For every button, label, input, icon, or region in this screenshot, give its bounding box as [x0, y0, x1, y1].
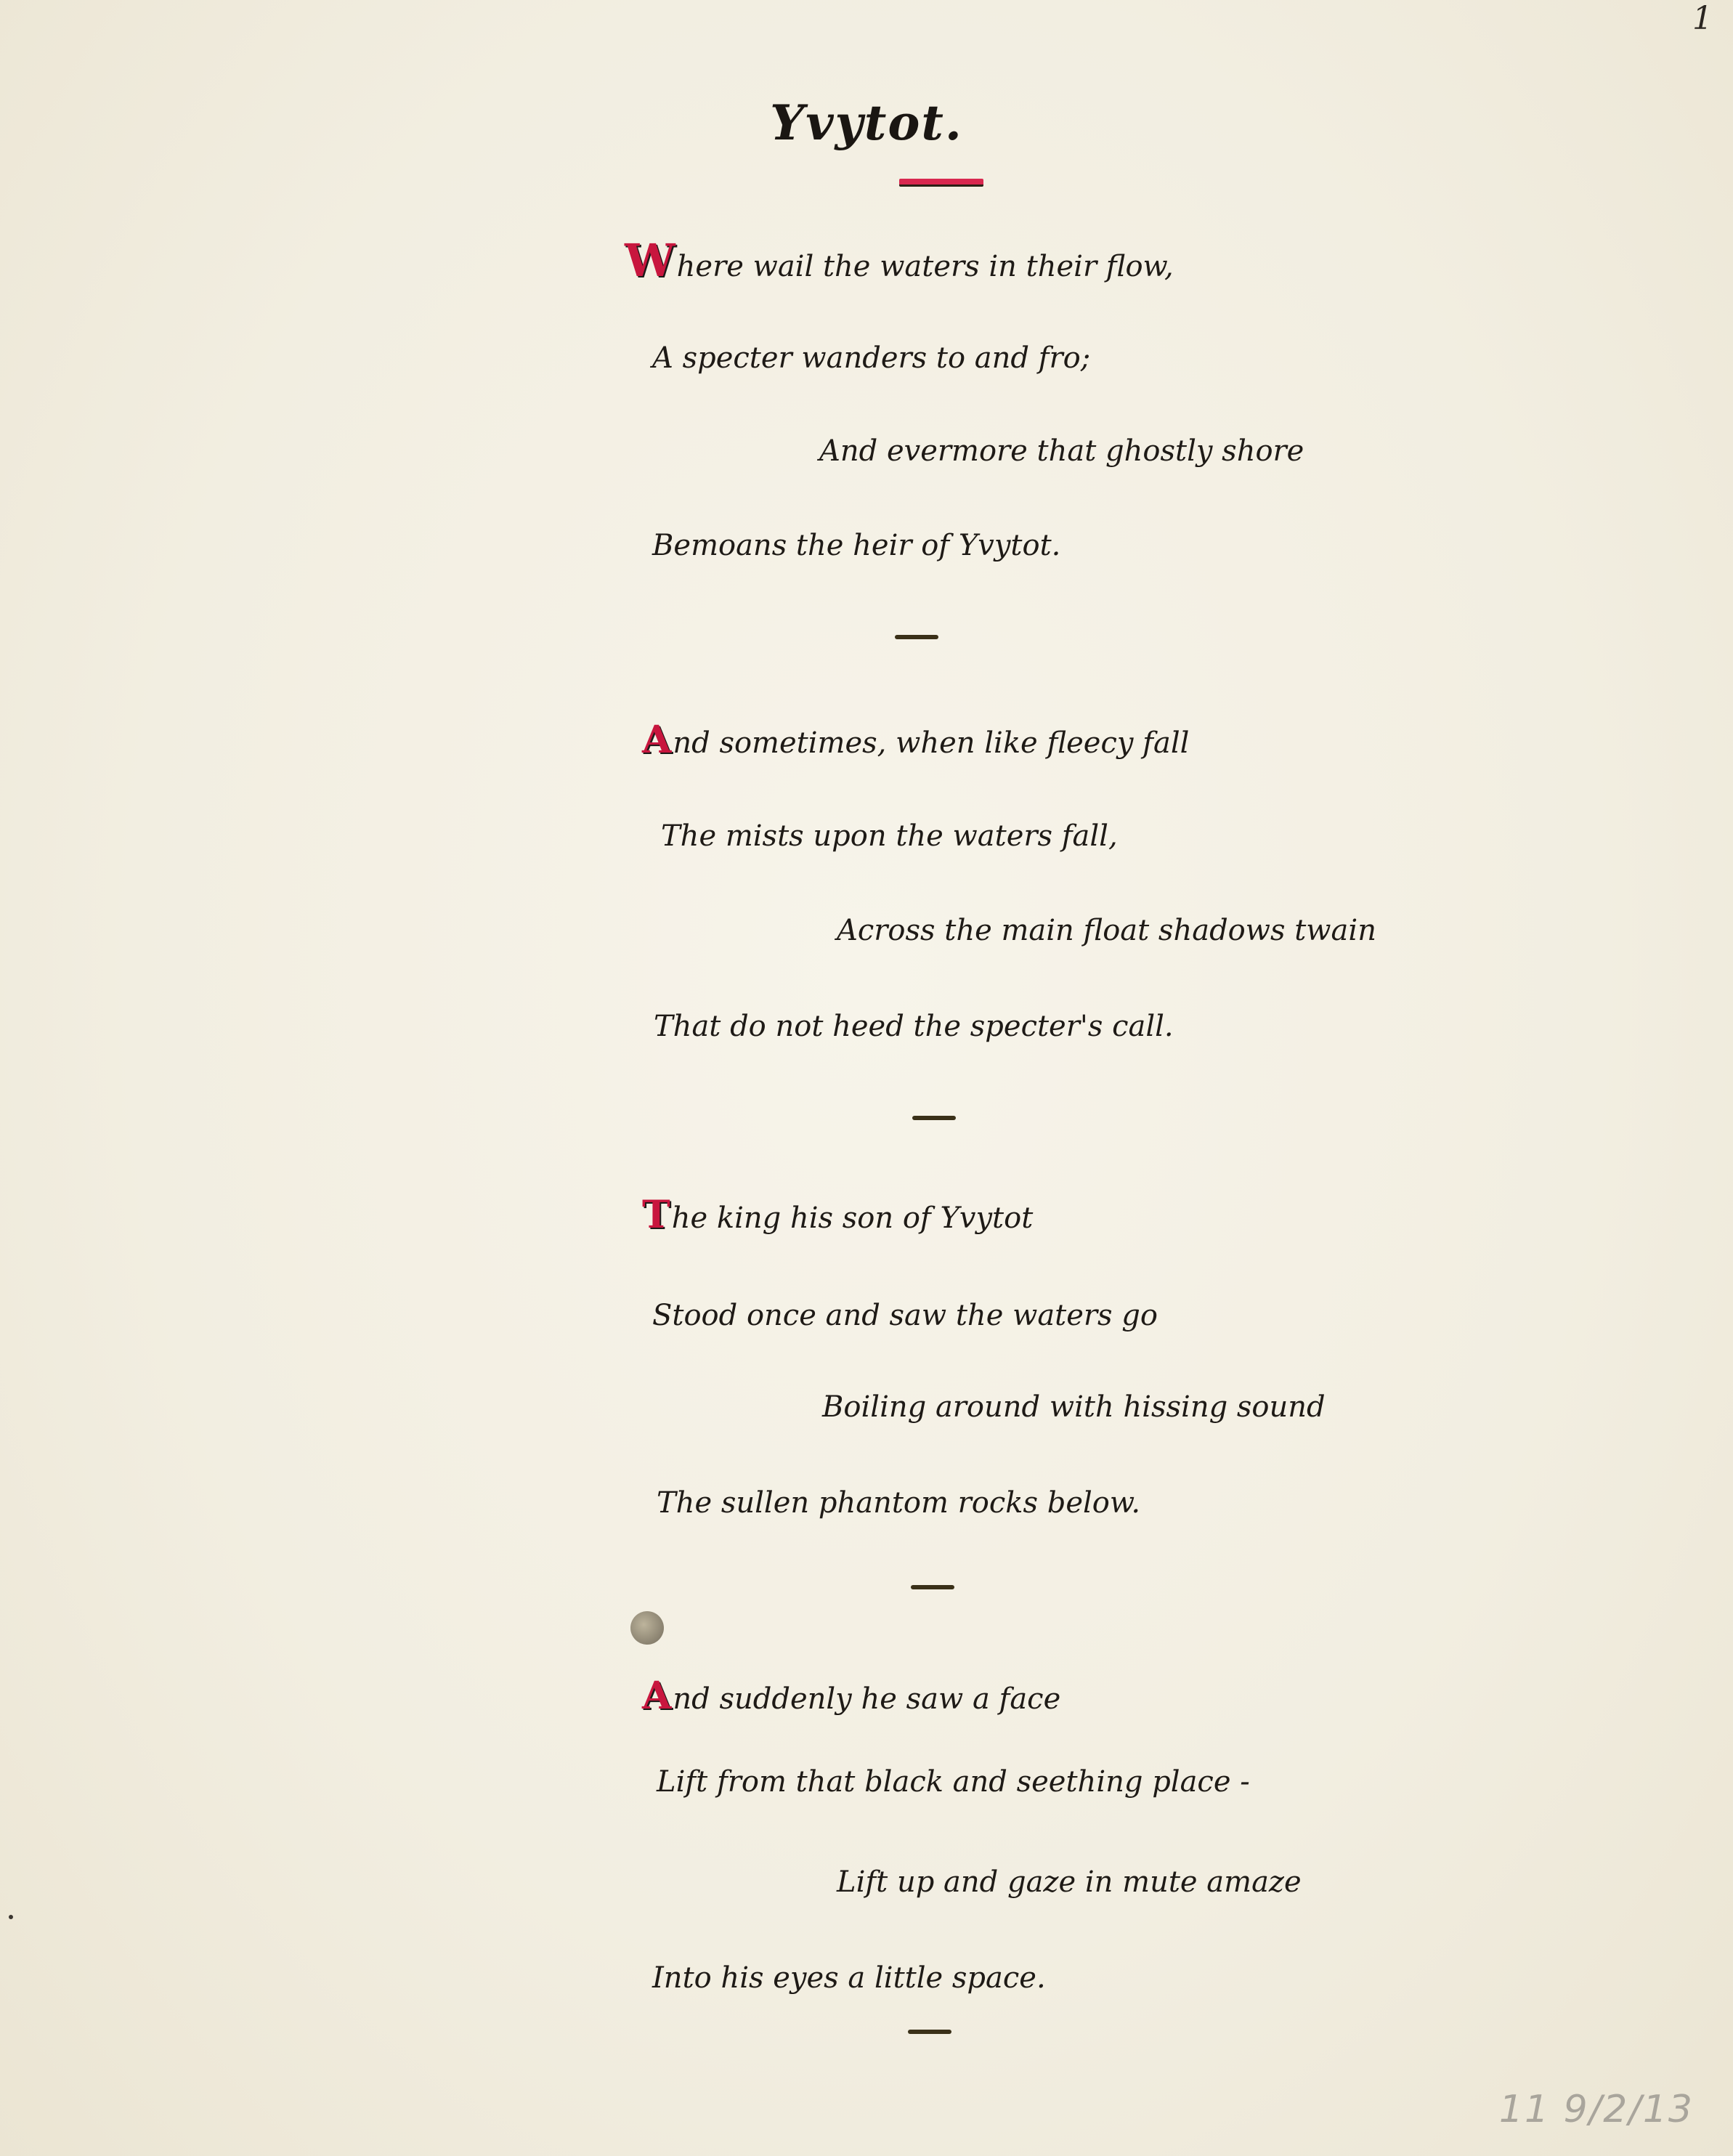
stanza-2-line-3: Across the main float shadows twain	[837, 914, 1376, 947]
stanza-4-line-1	[642, 1674, 1060, 1718]
drop-cap-a: A	[642, 718, 672, 762]
drop-cap-w: W	[625, 234, 675, 287]
stanza-4-line-3: Lift up and gaze in mute amaze	[837, 1865, 1302, 1899]
drop-cap-a: A	[642, 1674, 672, 1718]
stanza-2-line-1-text: nd sometimes, when like fleecy fall	[673, 726, 1190, 760]
stanza-divider	[895, 635, 938, 639]
stanza-divider	[911, 1585, 954, 1589]
stanza-3-line-4: The sullen phantom rocks below.	[657, 1486, 1141, 1520]
drop-cap-t: T	[642, 1193, 670, 1237]
stanza-1-line-1	[625, 234, 1174, 287]
stanza-1-line-3: And evermore that ghostly shore	[819, 434, 1304, 468]
stanza-2-line-2: The mists upon the waters fall,	[661, 819, 1118, 853]
stanza-4-line-2: Lift from that black and seething place -	[657, 1765, 1250, 1799]
stanza-2-line-1	[642, 718, 1189, 762]
stanza-1-line-4: Bemoans the heir of Yvytot.	[652, 529, 1061, 562]
stanza-1-line-2: A specter wanders to and fro;	[652, 341, 1091, 375]
stanza-divider	[908, 2030, 951, 2034]
ink-speck	[9, 1915, 13, 1919]
stanza-4-line-1-text: nd suddenly he saw a face	[673, 1682, 1061, 1716]
wax-seal-mark	[630, 1611, 664, 1645]
stanza-divider	[912, 1116, 956, 1120]
title-underline	[899, 179, 983, 187]
stanza-2-line-4: That do not heed the specter's call.	[654, 1010, 1174, 1043]
archive-stamp: 11 9/2/13	[1498, 2088, 1694, 2131]
stanza-3-line-1-text: he king his son of Yvytot	[671, 1201, 1034, 1235]
stanza-4-line-4: Into his eyes a little space.	[652, 1961, 1046, 1995]
stanza-1-line-1-text: here wail the waters in their flow,	[676, 250, 1174, 283]
stanza-3-line-2: Stood once and saw the waters go	[652, 1299, 1158, 1332]
stanza-3-line-1	[642, 1193, 1033, 1237]
stanza-3-line-3: Boiling around with hissing sound	[822, 1390, 1326, 1424]
page-number: 1	[1692, 0, 1713, 37]
poem-title: Yvytot.	[770, 94, 963, 151]
